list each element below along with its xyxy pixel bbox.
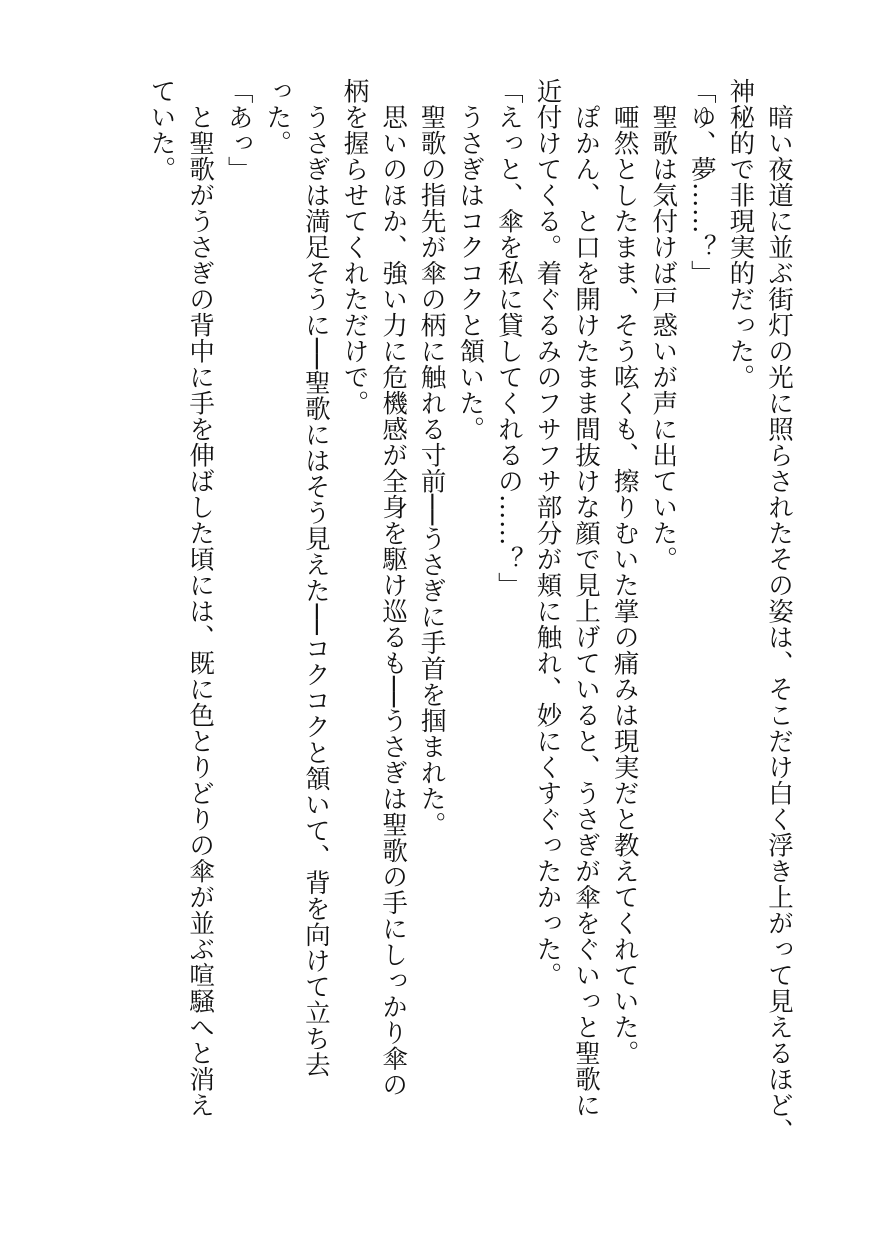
text-line: と聖歌がうさぎの背中に手を伸ばした頃には、既に色とりどりの傘が並ぶ喧騒へと消え	[185, 78, 216, 1118]
text-line: 近付けてくる。着ぐるみのフサフサ部分が頬に触れ、妙にくすぐったかった。	[532, 78, 563, 988]
text-line: ぽかん、と口を開けたまま間抜けな顔で見上げていると、うさぎが傘をぐいっと聖歌に	[571, 78, 602, 1118]
dialogue-line: 「あっ」	[223, 78, 254, 182]
dialogue-line: 「えっと、傘を私に貸してくれるの……？」	[493, 78, 524, 598]
vertical-text-body	[142, 78, 798, 1188]
text-line: うさぎは満足そうに──聖歌にはそう見えた──コクコクと頷いて、背を向けて立ち去	[300, 78, 331, 1078]
text-line: った。	[262, 78, 293, 156]
text-line: 柄を握らせてくれただけで。	[339, 78, 370, 416]
text-line: 思いのほか、強い力に危機感が全身を駆け巡るも──うさぎは聖歌の手にしっかり傘の	[378, 78, 409, 1098]
text-line: ていた。	[146, 78, 177, 182]
dialogue-line: 「ゆ、夢……？」	[686, 78, 717, 286]
text-line: うさぎはコクコクと頷いた。	[455, 78, 486, 442]
text-line: 聖歌の指先が傘の柄に触れる寸前──うさぎに手首を掴まれた。	[416, 78, 447, 838]
text-line: 暗い夜道に並ぶ街灯の光に照らされたその姿は、そこだけ白く浮き上がって見えるほど、	[764, 78, 794, 1144]
text-line: 聖歌は気付けば戸惑いが声に出ていた。	[648, 78, 679, 572]
text-line: 唖然としたまま、そう呟くも、擦りむいた掌の痛みは現実だと教えてくれていた。	[609, 78, 640, 1066]
text-line: 神秘的で非現実的だった。	[725, 78, 756, 390]
